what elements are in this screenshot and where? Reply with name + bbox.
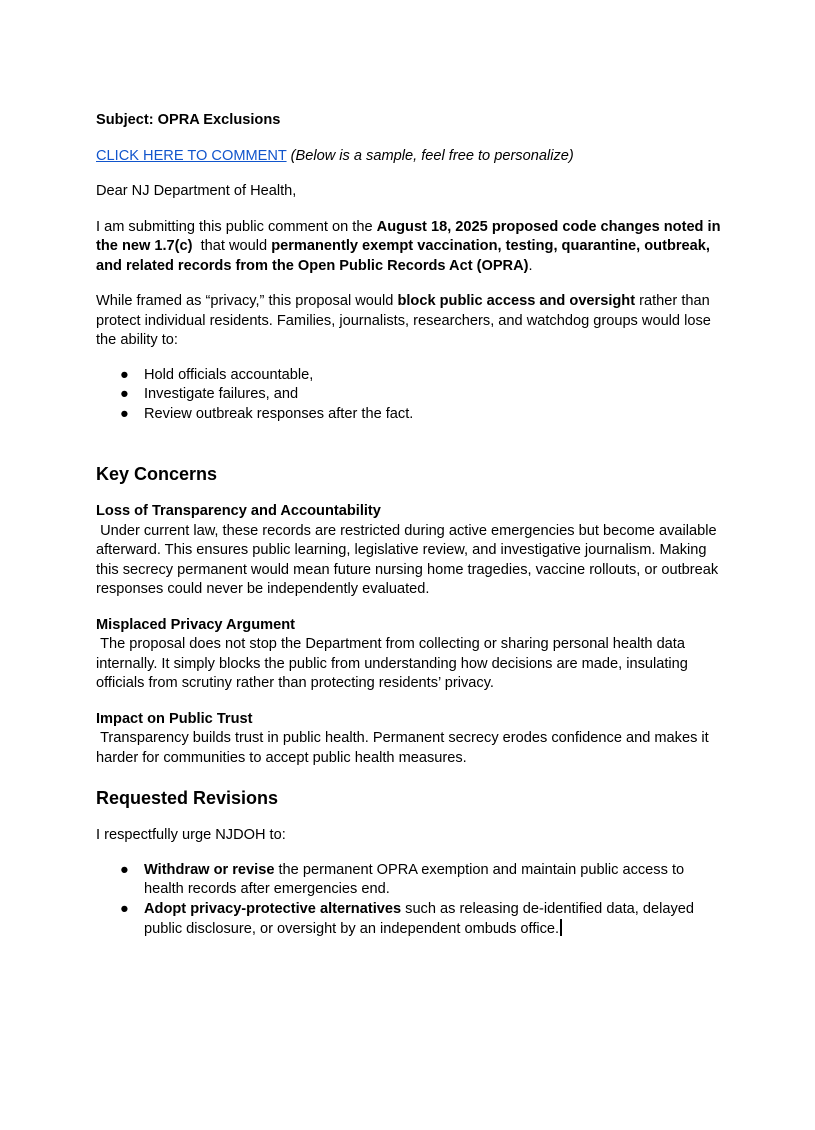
comment-note: (Below is a sample, feel free to personalize) (290, 147, 574, 164)
list-item (96, 900, 722, 940)
intro-text-2: that would (192, 238, 272, 254)
concern-body: Transparency builds trust in public health. Permanent secrecy erodes confidence and makes it harder for communities to accept public health measures. (96, 730, 713, 766)
bullet-icon: ● (120, 366, 129, 383)
intro-bold-1: August 18, 2025 proposed code changes noted in the new 1.7(c) (96, 218, 721, 254)
bullet-icon: ● (120, 861, 129, 878)
comment-paragraph (96, 147, 722, 167)
list-item (96, 366, 722, 386)
list-item (96, 385, 722, 405)
concern-body: Under current law, these records are restricted during active emergencies but become available afterward. This ensures public learning, legislative review, and investigative journalism. Making this secrecy permanent would mean future nursing home tragedies, vaccine rollouts, or outbreak responses could never be independently evaluated. (96, 522, 723, 597)
concern-privacy (96, 616, 722, 694)
document-page[interactable] (96, 111, 722, 940)
revisions-lead: I respectfully urge NJDOH to: (96, 827, 286, 843)
revisions-list (96, 861, 722, 940)
concern-title: Misplaced Privacy Argument (96, 616, 295, 633)
intro-paragraph (96, 218, 722, 277)
privacy-paragraph (96, 292, 722, 351)
intro-text-1: I am submitting this public comment on the (96, 218, 377, 235)
concern-transparency (96, 502, 722, 600)
list-item-text: Review outbreak responses after the fact. (144, 405, 414, 422)
greeting: Dear NJ Department of Health, (96, 183, 297, 199)
intro-bold-2: permanently exempt vaccination, testing, quarantine, outbreak, and related records from the Open Public Records Act (OPRA) (96, 238, 710, 274)
abilities-list (96, 366, 722, 425)
list-item-text: Investigate failures, and (144, 386, 299, 402)
requested-revisions-heading: Requested Revisions (96, 788, 279, 808)
bullet-icon: ● (120, 386, 129, 402)
comment-link[interactable]: CLICK HERE TO COMMENT (96, 147, 287, 164)
list-item (96, 405, 722, 425)
revision-bold: Withdraw or revise (144, 861, 275, 878)
text-cursor (560, 919, 562, 936)
privacy-text-1: While framed as “privacy,” this proposal would (96, 293, 398, 309)
revision-bold: Adopt privacy-protective alternatives (144, 900, 402, 917)
bullet-icon: ● (120, 900, 129, 917)
bullet-icon: ● (120, 405, 129, 422)
privacy-bold-1: block public access and oversight (397, 293, 636, 309)
revision-text: such as releasing de-identified data, delayed public disclosure, or oversight by an independent ombuds office. (144, 900, 694, 937)
privacy-text-2: rather than protect individual residents. Families, journalists, researchers, and watchdog groups would lose the ability to: (96, 293, 711, 348)
subject-line: Subject: OPRA Exclusions (96, 112, 281, 128)
intro-text-3: . (528, 257, 533, 274)
revision-text: the permanent OPRA exemption and maintain public access to health records after emergencies end. (144, 861, 685, 897)
list-item (96, 861, 722, 900)
list-item-text: Hold officials accountable, (144, 366, 314, 383)
concern-title: Loss of Transparency and Accountability (96, 503, 381, 519)
concern-body: The proposal does not stop the Department from collecting or sharing personal health data internally. It simply blocks the public from understanding how decisions are made, insulating officials from scrutiny rather than protecting residents’ privacy. (96, 636, 692, 691)
key-concerns-heading: Key Concerns (96, 464, 218, 484)
concern-trust (96, 710, 722, 769)
concern-title: Impact on Public Trust (96, 710, 253, 727)
